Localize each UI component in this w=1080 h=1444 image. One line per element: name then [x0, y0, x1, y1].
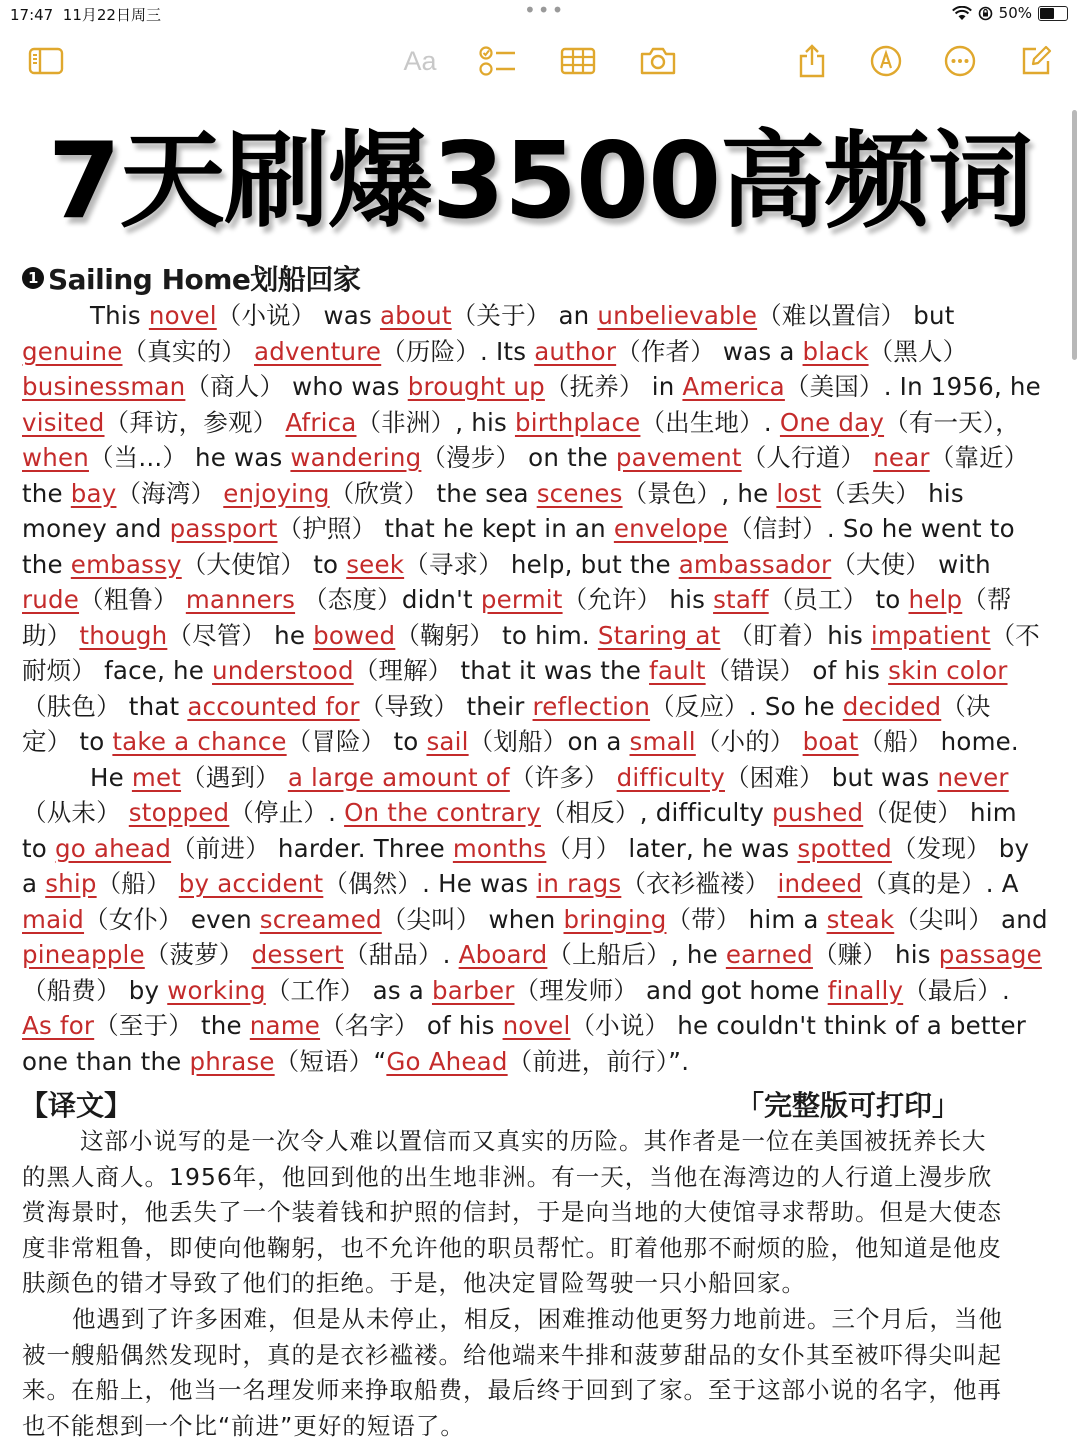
vocab-keyword: permit — [480, 585, 563, 614]
article-text: （冒险） to — [286, 727, 427, 756]
article-text: 定） to — [22, 727, 113, 756]
vocab-keyword: bringing — [563, 904, 667, 934]
article-text: （出生地）. — [640, 407, 780, 437]
vocab-keyword: ship — [45, 869, 97, 898]
article-text: （偶然）. He was — [323, 869, 537, 898]
vocab-keyword: about — [379, 301, 452, 330]
article-text: （靠近） — [929, 443, 1029, 472]
vocab-keyword: manners — [185, 585, 296, 614]
article-text: （人行道） — [741, 443, 874, 472]
vocab-keyword: a large amount of — [287, 762, 510, 792]
article-text: （拜访，参观） — [104, 407, 286, 437]
article-text: （小说） he couldn't think of a better — [570, 1011, 1027, 1040]
vocab-keyword: fault — [649, 656, 706, 685]
article-text: （从未） — [22, 798, 129, 827]
compose-icon[interactable] — [1012, 38, 1060, 84]
article-text: （态度）didn't — [295, 585, 481, 614]
article-text: （衣衫褴褛） — [621, 869, 778, 898]
article-text: （景色）, he — [622, 478, 777, 508]
translation-line: 也不能想到一个比“前进”更好的短语了。 — [22, 1411, 465, 1440]
battery-percent: 50% — [998, 4, 1032, 22]
vocab-keyword: reflection — [532, 691, 651, 721]
article-text: （停止）. — [229, 798, 345, 827]
article-text: He — [90, 762, 132, 792]
article-line — [22, 334, 1062, 370]
article-text: （当...） he was — [88, 443, 291, 472]
vocab-keyword: Africa — [285, 407, 357, 437]
article-text: （船） home. — [858, 727, 1019, 756]
sidebar-toggle-icon[interactable] — [22, 38, 70, 84]
article-text: （船） — [96, 869, 179, 898]
article-text: money and — [22, 514, 170, 543]
article-line — [22, 795, 1062, 831]
vocab-keyword: difficulty — [616, 762, 725, 792]
translation-line: 赏海景时，他丢失了一个装着钱和护照的信封，于是向当地的大使馆寻求帮助。但是大使态 — [22, 1198, 1002, 1227]
vocab-keyword: rude — [22, 585, 80, 614]
vocab-keyword: birthplace — [514, 407, 641, 437]
article-text: （船费） by — [22, 975, 168, 1005]
vocab-keyword: On the contrary — [344, 798, 541, 827]
vocab-keyword: understood — [212, 656, 354, 685]
vocab-keyword: novel — [502, 1011, 571, 1040]
article-text: This — [90, 301, 149, 330]
article-line — [22, 760, 1062, 796]
share-icon[interactable] — [788, 38, 836, 84]
article-line — [22, 653, 1062, 689]
vocab-keyword: months — [452, 833, 547, 863]
vocab-keyword: bowed — [313, 620, 396, 650]
article-text: （尖叫） and — [894, 904, 1048, 934]
article-text: the — [22, 478, 71, 508]
vocab-keyword: seek — [346, 549, 405, 579]
article-text: （黑人） — [868, 336, 968, 366]
translation-body[interactable] — [22, 1124, 1062, 1444]
vocab-keyword: steak — [826, 904, 895, 934]
article-text: （漫步） on the — [421, 443, 616, 472]
article-text: （理解） that it was the — [353, 656, 650, 685]
article-text: （关于） an — [451, 301, 598, 330]
vocab-keyword: pushed — [772, 798, 864, 827]
vocab-keyword: maid — [22, 904, 85, 934]
section-heading — [22, 258, 360, 298]
article-line — [22, 1008, 1062, 1044]
article-text: （抚养） in — [544, 372, 683, 401]
article-line — [22, 866, 1062, 902]
article-text: （肤色） that — [22, 691, 188, 721]
article-text: （至于） the — [94, 1011, 250, 1040]
translation-line: 被一艘船偶然发现时，真的是衣衫褴褛。给他端来牛排和菠萝甜品的女仆其至被吓得尖叫起 — [22, 1340, 1002, 1369]
article-text: （允许） his — [562, 585, 714, 614]
article-line — [22, 902, 1062, 938]
article-text: （困难） but was — [724, 762, 938, 792]
vocab-keyword: adventure — [254, 336, 382, 366]
vocab-keyword: small — [629, 727, 696, 756]
article-text: （不 — [990, 620, 1040, 650]
status-indicators — [952, 4, 1068, 22]
article-text: to — [22, 833, 55, 863]
vocab-keyword: passage — [938, 940, 1042, 969]
vocab-keyword: author — [534, 336, 617, 366]
notes-toolbar — [0, 38, 1080, 86]
article-text: （决 — [941, 691, 991, 721]
vocab-keyword: unbelievable — [597, 301, 758, 330]
vocab-keyword: barber — [431, 975, 515, 1005]
article-text: （真实的） — [122, 336, 254, 366]
vocab-keyword: help — [908, 585, 963, 614]
article-text: （名字） of his — [320, 1011, 503, 1040]
vocab-keyword: pineapple — [22, 940, 145, 969]
vocab-keyword: finally — [827, 975, 904, 1005]
vocab-keyword: wandering — [290, 443, 422, 472]
vocab-keyword: black — [802, 336, 869, 366]
article-line — [22, 440, 1062, 476]
vocab-keyword: envelope — [613, 514, 729, 543]
vocab-keyword: One day — [779, 407, 885, 437]
vocab-keyword: when — [22, 443, 89, 472]
status-bar — [0, 0, 1080, 28]
article-text: （美国）. In 1956, he — [784, 372, 1041, 401]
article-line — [22, 831, 1062, 867]
translation-line: 度非常粗鲁，即使向他鞠躬，也不允许他的职员帮忙。盯着他那不耐烦的脸，他知道是他皮 — [22, 1233, 1002, 1262]
more-icon[interactable] — [936, 38, 984, 84]
wifi-icon — [952, 6, 972, 21]
article-text: （遇到） — [181, 762, 288, 792]
page-title: 7天刷爆3500高频词 — [47, 120, 1033, 242]
vocab-keyword: take a chance — [112, 727, 287, 756]
article-text: （许多） — [509, 762, 617, 792]
vocab-keyword: working — [167, 975, 266, 1005]
article-text: （最后）. — [903, 975, 1010, 1005]
vocab-keyword: sail — [426, 727, 469, 756]
article-text: （上船后）, he — [547, 940, 726, 969]
article-line — [22, 724, 1062, 760]
translation-line: 这部小说写的是一次令人难以置信而又真实的历险。其作者是一位在美国被抚养长大 — [80, 1127, 987, 1155]
article-text: 耐烦） face, he — [22, 656, 213, 685]
article-text: （大使馆） to — [181, 549, 347, 579]
vocab-keyword: stopped — [128, 798, 230, 827]
article-text: （欣赏） the sea — [329, 478, 537, 508]
article-line — [22, 405, 1062, 441]
vocab-keyword: passport — [169, 514, 278, 543]
vocab-keyword: lost — [776, 478, 822, 508]
article-text: （尖叫） when — [381, 904, 564, 934]
section-number-badge: 1 — [22, 267, 44, 289]
article-text: （作者） was a — [616, 336, 803, 366]
orientation-lock-icon — [978, 6, 993, 21]
article-line — [22, 511, 1062, 547]
article-text: 助） — [22, 620, 80, 650]
article-text: （前进，前行）”. — [507, 1046, 690, 1076]
vocab-keyword: spotted — [797, 833, 892, 863]
vocab-keyword: businessman — [22, 372, 186, 401]
article-text: （真的是）. A — [862, 869, 1019, 898]
article-text: （小说） was — [216, 301, 380, 330]
article-text: （月） later, he was — [546, 833, 798, 863]
article-text: （促使） him — [863, 798, 1017, 827]
article-text: （工作） as a — [265, 975, 432, 1005]
vocab-keyword: decided — [842, 691, 942, 721]
markup-pen-icon[interactable] — [862, 38, 910, 84]
vocab-keyword: in rags — [536, 869, 622, 898]
article-text: （前进） harder. Three — [171, 833, 453, 863]
article-text: （难以置信） but — [757, 301, 955, 330]
vocab-keyword: Aboard — [458, 940, 548, 969]
article-text: （员工） to — [768, 585, 909, 614]
translation-line: 他遇到了许多困难，但是从未停止，相反，困难推动他更努力地前进。三个月后，当他 — [72, 1304, 1003, 1333]
article-text: （护照） that he kept in an — [277, 514, 614, 543]
article-body[interactable] — [22, 298, 1062, 1079]
article-text: （小的） — [695, 727, 803, 756]
article-text: （菠萝） — [144, 940, 252, 969]
article-text: （导致） their — [359, 691, 533, 721]
article-text: （有一天）， — [884, 407, 1021, 437]
article-text: one than the — [22, 1046, 190, 1076]
article-text: （历险）. Its — [381, 336, 535, 366]
vocab-keyword: genuine — [22, 336, 123, 366]
multitasking-dots-icon[interactable]: ••• — [524, 0, 566, 22]
vocab-keyword: scenes — [536, 478, 623, 508]
article-text: （女仆） even — [84, 904, 260, 934]
article-line — [22, 973, 1062, 1009]
article-text: （商人） who was — [185, 372, 408, 401]
vocab-keyword: met — [131, 762, 182, 792]
article-text: （大使） with — [831, 549, 991, 579]
vocab-keyword: novel — [148, 301, 217, 330]
article-line — [22, 937, 1062, 973]
vocab-keyword: enjoying — [223, 478, 330, 508]
article-line — [22, 476, 1062, 512]
vocab-keyword: impatient — [870, 620, 991, 650]
vocab-keyword: screamed — [259, 904, 382, 934]
vocab-keyword: visited — [22, 407, 105, 437]
vocab-keyword: though — [79, 620, 168, 650]
article-text: （发现） by — [891, 833, 1030, 863]
article-line — [22, 618, 1062, 654]
printable-label: 「完整版可打印」 — [736, 1089, 961, 1122]
article-line — [22, 369, 1062, 405]
vocab-keyword: staff — [713, 585, 769, 614]
article-text: （粗鲁） — [79, 585, 186, 614]
translation-line: 肤颜色的错才导致了他们的拒绝。于是，他决定冒险驾驶一只小船回家。 — [22, 1269, 806, 1298]
vocab-keyword: America — [682, 372, 785, 401]
vocab-keyword: Go Ahead — [386, 1046, 508, 1076]
article-text: （尽管） he — [167, 620, 314, 650]
article-line — [22, 547, 1062, 583]
vocab-keyword: pavement — [615, 443, 742, 472]
article-line — [22, 1044, 1062, 1080]
article-text: a — [22, 869, 46, 898]
article-text: （盯着）his — [720, 620, 871, 650]
article-text: （丢失） his — [821, 478, 964, 508]
article-text: （赚） his — [812, 940, 939, 969]
section-title: Sailing Home划船回家 — [48, 263, 361, 296]
article-text: （反应）. So he — [650, 691, 843, 721]
battery-icon — [1038, 6, 1068, 21]
article-text: （甜品）. — [343, 940, 459, 969]
article-text: （相反）, difficulty — [540, 798, 773, 827]
article-text: （划船）on a — [468, 727, 630, 756]
translation-line: 的黑人商人。1956年，他回到他的出生地非洲。有一天，当他在海湾边的人行道上漫步欣 — [22, 1162, 993, 1191]
article-text: （错误） of his — [705, 656, 889, 685]
table-icon[interactable] — [554, 38, 602, 84]
article-text: （理发师） and got home — [514, 975, 828, 1005]
vocab-keyword: near — [873, 443, 930, 472]
vocab-keyword: earned — [725, 940, 813, 969]
vocab-keyword: phrase — [189, 1046, 275, 1076]
translation-label: 【译文】 — [20, 1089, 133, 1122]
article-line — [22, 298, 1062, 334]
article-text: （鞠躬） to him. — [395, 620, 598, 650]
status-time: 17:47 11月22日周三 — [10, 6, 161, 24]
vocab-keyword: ambassador — [678, 549, 832, 579]
article-text: （短语）“ — [274, 1046, 387, 1076]
article-line — [22, 689, 1062, 725]
article-line — [22, 582, 1062, 618]
camera-icon[interactable] — [634, 38, 682, 84]
text-format-icon[interactable]: Aa — [403, 45, 437, 76]
vocab-keyword: never — [937, 762, 1009, 792]
vocab-keyword: by accident — [178, 869, 324, 898]
article-text: （信封）. So he went to — [728, 514, 1015, 543]
vocab-keyword: boat — [802, 727, 859, 756]
vocab-keyword: indeed — [777, 869, 863, 898]
vocab-keyword: Staring at — [597, 620, 721, 650]
article-text: （带） him a — [666, 904, 827, 934]
article-text: （寻求） help, but the — [404, 549, 679, 579]
article-text: （非洲）, his — [356, 407, 515, 437]
vocab-keyword: brought up — [407, 372, 545, 401]
vocab-keyword: accounted for — [187, 691, 360, 721]
translation-line: 来。在船上，他当一名理发师来挣取船费，最后终于回到了家。至于这部小说的名字，他再 — [22, 1376, 1002, 1405]
vocab-keyword: dessert — [251, 940, 344, 969]
article-text: （帮 — [962, 585, 1012, 614]
vocab-keyword: name — [249, 1011, 321, 1040]
article-text: （海湾） — [116, 478, 224, 508]
checklist-icon[interactable] — [474, 38, 522, 84]
vocab-keyword: As for — [22, 1011, 95, 1040]
vocab-keyword: embassy — [70, 549, 182, 579]
vocab-keyword: go ahead — [54, 833, 172, 863]
article-text: the — [22, 549, 71, 579]
vocab-keyword: skin color — [888, 656, 1008, 685]
vocab-keyword: bay — [70, 478, 117, 508]
